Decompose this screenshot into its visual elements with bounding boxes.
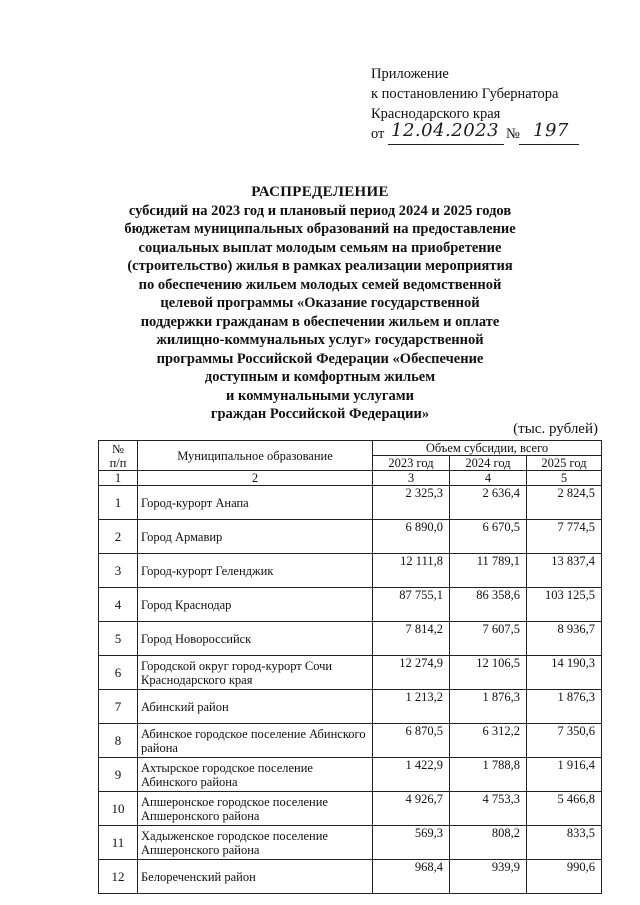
subsidy-2025: 1 876,3 (527, 690, 602, 724)
subsidy-table (98, 440, 602, 894)
municipality-name: Город Новороссийск (138, 622, 373, 656)
header-subsidy-group: Объем субсидии, всего (373, 441, 602, 456)
table-body (99, 486, 602, 894)
appendix-line-1: Приложение (371, 66, 449, 82)
subsidy-2023: 7 814,2 (373, 622, 450, 656)
title-heading: РАСПРЕДЕЛЕНИЕ (251, 184, 389, 200)
table-row (99, 860, 602, 894)
subsidy-2023: 6 870,5 (373, 724, 450, 758)
municipality-name: Апшеронское городское поселение Апшеронского района (138, 792, 373, 826)
table-row (99, 622, 602, 656)
title-line: социальных выплат молодым семьям на приобретение (138, 239, 502, 256)
municipality-name: Город Армавир (138, 520, 373, 554)
column-number: 3 (373, 471, 450, 486)
subsidy-2025: 833,5 (527, 826, 602, 860)
row-number: 8 (99, 724, 138, 758)
subsidy-2025: 1 916,4 (527, 758, 602, 792)
title-line: целевой программы «Оказание государственной (160, 295, 480, 311)
subsidy-2024: 6 312,2 (450, 724, 527, 758)
table-row (99, 792, 602, 826)
number-label: № (506, 126, 520, 142)
header-municipality: Муниципальное образование (138, 441, 373, 471)
from-label: от (371, 126, 385, 142)
subsidy-2023: 569,3 (373, 826, 450, 860)
column-number: 1 (99, 471, 138, 486)
subsidy-2025: 8 936,7 (527, 622, 602, 656)
municipality-name: Абинский район (138, 690, 373, 724)
subsidy-2023: 12 111,8 (373, 554, 450, 588)
decree-date: 12.04.2023 (391, 120, 500, 141)
subsidy-2023: 2 325,3 (373, 486, 450, 520)
row-number: 4 (99, 588, 138, 622)
subsidy-2025: 990,6 (527, 860, 602, 894)
document-title (110, 183, 530, 424)
subsidy-2025: 13 837,4 (527, 554, 602, 588)
municipality-name: Город-курорт Геленджик (138, 554, 373, 588)
municipality-name: Абинское городское поселение Абинского района (138, 724, 373, 758)
subsidy-2023: 1 213,2 (373, 690, 450, 724)
subsidy-2024: 2 636,4 (450, 486, 527, 520)
header-year-2023: 2023 год (373, 456, 450, 471)
title-line: жилищно-коммунальных услуг» государственной (156, 332, 484, 348)
subsidy-2025: 5 466,8 (527, 792, 602, 826)
row-number: 5 (99, 622, 138, 656)
subsidy-2024: 939,9 (450, 860, 527, 894)
subsidy-2023: 968,4 (373, 860, 450, 894)
subsidy-2024: 12 106,5 (450, 656, 527, 690)
header-year-2024: 2024 год (450, 456, 527, 471)
subsidy-2024: 1 788,8 (450, 758, 527, 792)
subsidy-2024: 808,2 (450, 826, 527, 860)
subsidy-2025: 14 190,3 (527, 656, 602, 690)
subsidy-2023: 12 274,9 (373, 656, 450, 690)
number-underline (519, 144, 579, 145)
subsidy-2025: 103 125,5 (527, 588, 602, 622)
row-number: 7 (99, 690, 138, 724)
title-line: программы Российской Федерации «Обеспечение (156, 350, 484, 367)
title-line: доступным и комфортным жильем (204, 369, 436, 385)
table-row (99, 826, 602, 860)
subsidy-2023: 4 926,7 (373, 792, 450, 826)
appendix-line-2: к постановлению Губернатора (371, 86, 559, 102)
table-row (99, 520, 602, 554)
row-number: 6 (99, 656, 138, 690)
title-line: по обеспечению жильем молодых семей ведомственной (138, 276, 502, 293)
table-row (99, 588, 602, 622)
row-number: 11 (99, 826, 138, 860)
column-number: 4 (450, 471, 527, 486)
municipality-name: Город Краснодар (138, 588, 373, 622)
subsidy-2024: 11 789,1 (450, 554, 527, 588)
date-underline (388, 144, 504, 145)
subsidy-2023: 1 422,9 (373, 758, 450, 792)
units-label: (тыс. рублей) (513, 421, 598, 437)
column-number: 2 (138, 471, 373, 486)
decree-number: 197 (533, 120, 569, 141)
row-number: 2 (99, 520, 138, 554)
subsidy-2024: 86 358,6 (450, 588, 527, 622)
table-row (99, 486, 602, 520)
subsidy-2024: 7 607,5 (450, 622, 527, 656)
decree-date-number-line (371, 120, 569, 146)
title-line: граждан Российской Федерации» (210, 406, 430, 422)
municipality-name: Ахтырское городское поселение Абинского района (138, 758, 373, 792)
row-number: 1 (99, 486, 138, 520)
title-line: поддержки гражданам в обеспечении жильем и оплате (140, 313, 500, 330)
row-number: 9 (99, 758, 138, 792)
municipality-name: Городской округ город-курорт Сочи Краснодарского края (138, 656, 373, 690)
table-row (99, 690, 602, 724)
header-number: № п/п (99, 441, 138, 471)
municipality-name: Город-курорт Анапа (138, 486, 373, 520)
table-row (99, 758, 602, 792)
subsidy-2024: 4 753,3 (450, 792, 527, 826)
title-line: субсидий на 2023 год и плановый период 2024 и 2025 годов (128, 202, 512, 219)
title-line: и коммунальными услугами (226, 387, 414, 404)
row-number: 12 (99, 860, 138, 894)
table-row (99, 656, 602, 690)
title-line: бюджетам муниципальных образований на предоставление (124, 221, 516, 237)
title-lines (110, 202, 530, 424)
municipality-name: Хадыженское городское поселение Апшеронского района (138, 826, 373, 860)
column-number: 5 (527, 471, 602, 486)
row-number: 3 (99, 554, 138, 588)
subsidy-2025: 7 774,5 (527, 520, 602, 554)
appendix-block (371, 64, 569, 146)
row-number: 10 (99, 792, 138, 826)
table-row (99, 554, 602, 588)
table-row (99, 724, 602, 758)
title-line: (строительство) жилья в рамках реализации мероприятия (127, 258, 513, 274)
header-year-2025: 2025 год (527, 456, 602, 471)
subsidy-2023: 6 890,0 (373, 520, 450, 554)
subsidy-2024: 1 876,3 (450, 690, 527, 724)
subsidy-2025: 2 824,5 (527, 486, 602, 520)
subsidy-2025: 7 350,6 (527, 724, 602, 758)
subsidy-2023: 87 755,1 (373, 588, 450, 622)
subsidy-2024: 6 670,5 (450, 520, 527, 554)
municipality-name: Белореченский район (138, 860, 373, 894)
appendix-line-3: Краснодарского края (371, 106, 501, 122)
